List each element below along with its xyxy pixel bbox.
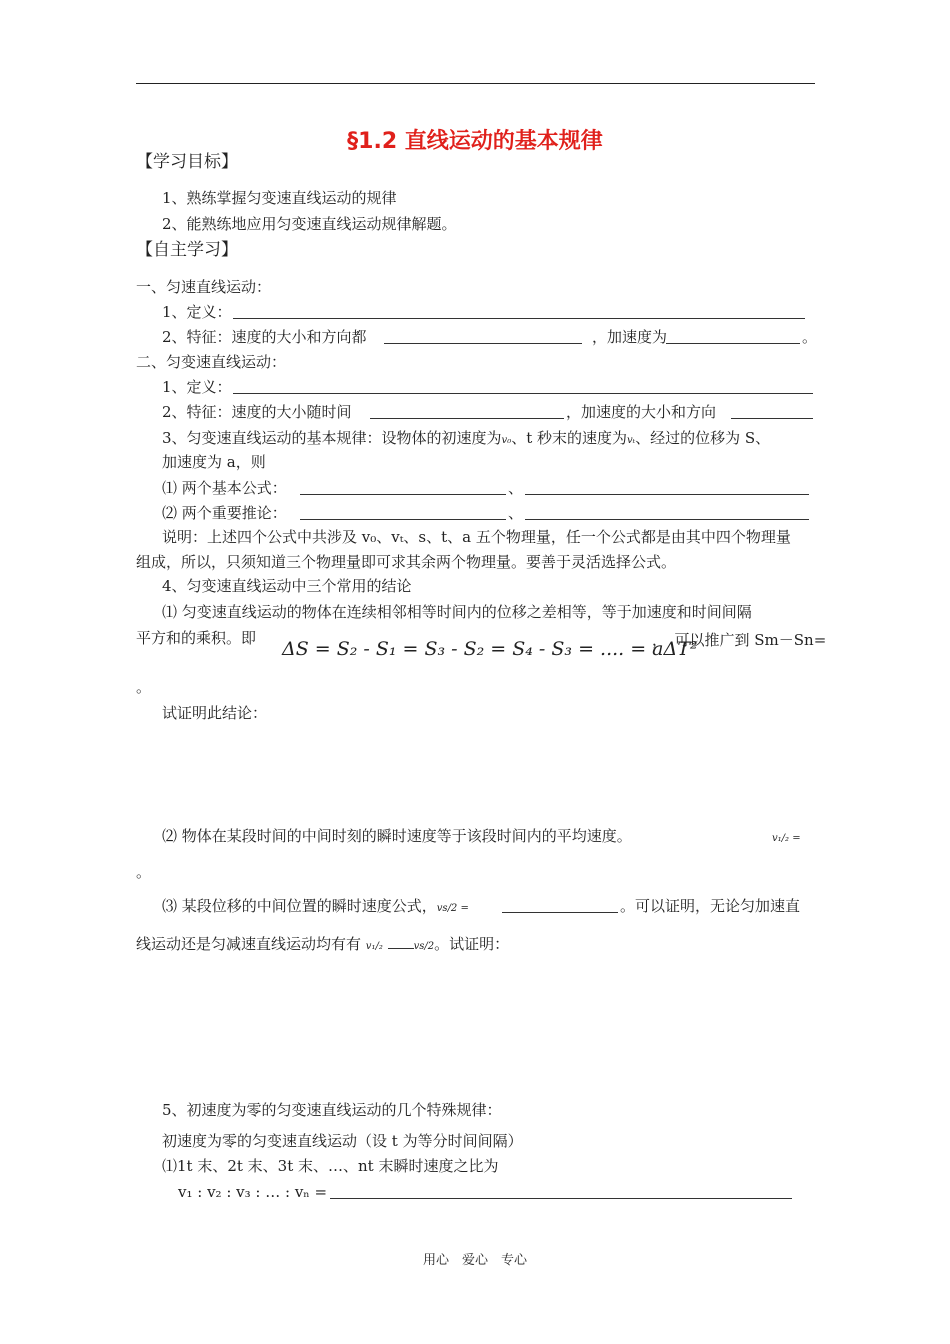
basic-formula-dash: 、: [508, 479, 524, 497]
basic-formula-blank-1[interactable]: [300, 494, 506, 495]
accel-direction-label: ，加速度的大小和方向: [566, 403, 717, 421]
inferences-label: ⑵ 两个重要推论：: [162, 504, 287, 522]
special-item-1: ⑴1t 末、2t 末、3t 末、…、nt 末瞬时速度之比为: [162, 1157, 499, 1175]
objectives-header: 【学习目标】: [136, 152, 238, 172]
conclusion-1-line1: ⑴ 匀变速直线运动的物体在连续相邻相等时间内的位移之差相等，等于加速度和时间间隔: [162, 603, 752, 621]
self-study-header: 【自主学习】: [136, 240, 238, 260]
generalize-text: ， 可以推广到 Sm－Sn=: [652, 631, 827, 649]
midpoint-velocity-blank[interactable]: [502, 912, 618, 913]
uniform-acceleration-label: ，加速度为: [592, 328, 668, 346]
uniform-feature-label: 2、特征：速度的大小和方向都: [162, 328, 367, 346]
basic-law-line1: 3、匀变速直线运动的基本规律：设物体的初速度为v₀、t 秒末的速度为vₜ、经过的位移为 S、: [162, 429, 771, 447]
uniform-acceleration-blank[interactable]: [666, 343, 800, 344]
special-heading: 5、初速度为零的匀变速直线运动的几个特殊规律：: [162, 1101, 502, 1119]
accel-heading: 二、匀变速直线运动：: [136, 353, 287, 371]
uniform-period: 。: [802, 328, 818, 346]
conclusion-1-line2: 平方和的乘积。即: [136, 629, 257, 647]
basic-law-line2: 加速度为 a，则: [162, 453, 266, 471]
displacement-difference-formula: ΔS = S₂ - S₁ = S₃ - S₂ = S₄ - S₃ = .... = aΔT²: [282, 638, 698, 660]
uniform-definition-label: 1、定义：: [162, 303, 232, 321]
conclusion-3-line1-end: 。可以证明，无论匀加速直: [620, 897, 801, 915]
conclusion-3-line1: ⑶ 某段位移的中间位置的瞬时速度公式，vs/2 =: [162, 897, 469, 915]
uniform-heading: 一、匀速直线运动：: [136, 278, 272, 296]
conclusion-2-period: 。: [136, 863, 152, 881]
basic-formula-blank-2[interactable]: [525, 494, 809, 495]
accel-direction-blank[interactable]: [731, 418, 813, 419]
conclusion-1-period: 。: [136, 678, 152, 696]
uniform-feature-blank[interactable]: [384, 343, 582, 344]
conclusion-2-velocity: v₁/₂ =: [772, 833, 801, 844]
note-line2: 组成，所以，只须知道三个物理量即可求其余两个物理量。要善于灵活选择公式。: [136, 553, 677, 571]
objective-2: 2、能熟练地应用匀变速直线运动规律解题。: [162, 215, 457, 233]
special-subheading: 初速度为零的匀变速直线运动（设 t 为等分时间间隔）: [162, 1132, 523, 1150]
inference-blank-2[interactable]: [525, 519, 809, 520]
conclusions-heading: 4、匀变速直线运动中三个常用的结论: [162, 577, 412, 595]
velocity-ratio-label: v₁ : v₂ : v₃ : … : vₙ =: [178, 1183, 328, 1201]
velocity-ratio-blank[interactable]: [330, 1198, 792, 1199]
page-title: §1.2 直线运动的基本规律: [347, 129, 603, 154]
footer-motto: 用心 爱心 专心: [422, 1253, 527, 1268]
accel-definition-label: 1、定义：: [162, 378, 232, 396]
prove-prompt-1: 试证明此结论：: [162, 704, 268, 722]
objective-1: 1、熟练掌握匀变速直线运动的规律: [162, 189, 397, 207]
accel-feature-label: 2、特征：速度的大小随时间: [162, 403, 352, 421]
uniform-definition-blank[interactable]: [233, 318, 805, 319]
accel-definition-blank[interactable]: [233, 393, 813, 394]
accel-feature-blank[interactable]: [370, 418, 564, 419]
header-rule: [136, 83, 815, 84]
note-line1: 说明：上述四个公式中共涉及 v₀、vₜ、s、t、a 五个物理量，任一个公式都是由其中四个物理量: [162, 528, 791, 546]
compare-blank[interactable]: [388, 936, 414, 949]
conclusion-2: ⑵ 物体在某段时间的中间时刻的瞬时速度等于该段时间内的平均速度。: [162, 827, 632, 845]
inference-blank-1[interactable]: [300, 519, 506, 520]
inference-dash: 、: [508, 504, 524, 522]
conclusion-3-line2: 线运动还是匀减速直线运动均有有 v₁/₂ vs/2。试证明：: [136, 935, 510, 953]
basic-formulas-label: ⑴ 两个基本公式：: [162, 479, 287, 497]
